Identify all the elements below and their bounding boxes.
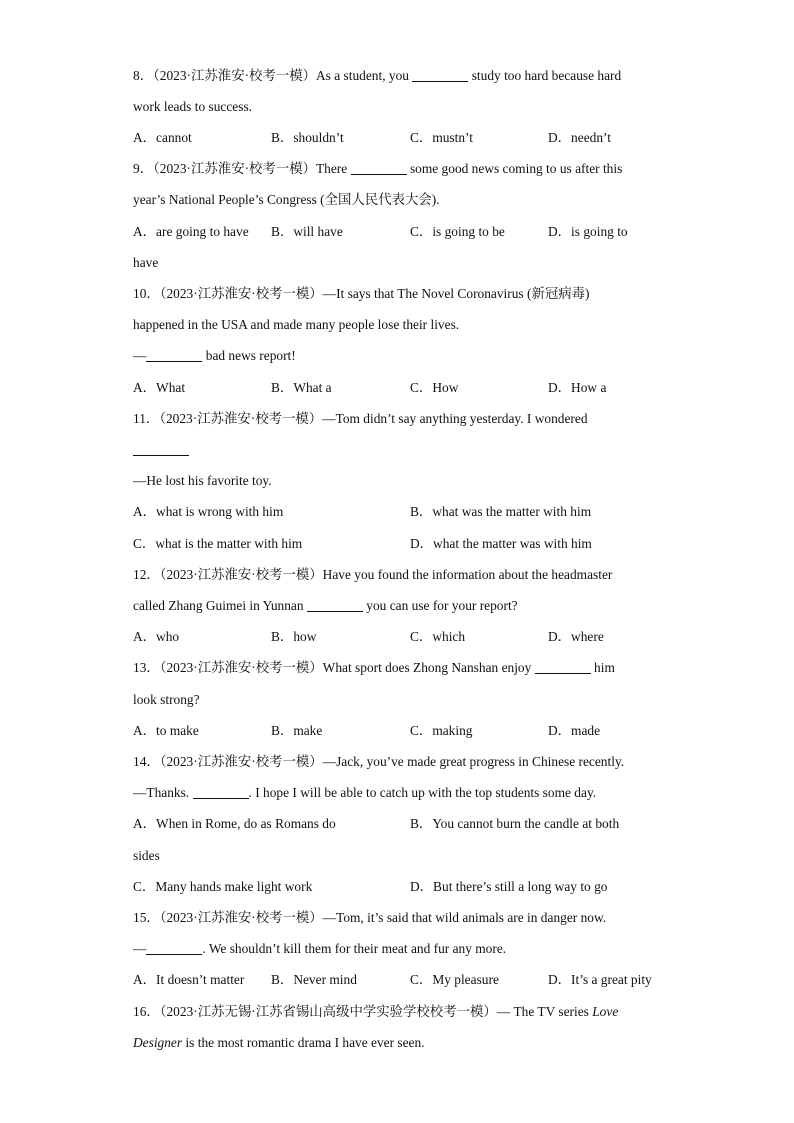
question-text: him [594, 660, 615, 675]
question-13 [133, 658, 693, 678]
option-d: D．But there’s still a long way to go [410, 879, 608, 894]
option-b: B．Never mind [271, 972, 357, 987]
option-a: A．what is wrong with him [133, 504, 284, 519]
question-text-line: happened in the USA and made many people lose their lives. [133, 317, 460, 332]
question-text: 9．（2023·江苏淮安·校考一模）There [133, 161, 348, 176]
question-text: —Thanks. [133, 785, 190, 800]
option-b: B．what was the matter with him [410, 504, 592, 519]
options-row [133, 502, 693, 522]
options-row [133, 721, 693, 741]
options-row [133, 877, 693, 897]
option-d: D．How a [548, 380, 607, 395]
option-wrap-text: sides [133, 848, 160, 863]
option-c: C．My pleasure [410, 972, 499, 987]
option-d: D．what the matter was with him [410, 536, 592, 551]
option-d: D．needn’t [548, 130, 611, 145]
question-text-line [133, 440, 693, 460]
option-a: A．who [133, 629, 180, 644]
question-12: 12．（2023·江苏淮安·校考一模）Have you found the information about the headmaster [133, 567, 613, 582]
answer-blank [146, 348, 202, 362]
option-d: D．where [548, 629, 604, 644]
question-9 [133, 159, 693, 179]
question-text-line: —He lost his favorite toy. [133, 473, 272, 488]
option-c: C．making [410, 723, 473, 738]
question-14: 14．（2023·江苏淮安·校考一模）—Jack, you’ve made great progress in Chinese recently. [133, 754, 625, 769]
option-b: B．shouldn’t [271, 130, 344, 145]
option-b: B．You cannot burn the candle at both [410, 816, 620, 831]
dash: — [133, 348, 147, 363]
series-title: Designer [133, 1035, 183, 1050]
options-row [133, 534, 693, 554]
question-text-line: year’s National People’s Congress (全国人民代表大会). [133, 192, 440, 207]
answer-blank [351, 161, 407, 175]
question-text: study too hard because hard [471, 68, 622, 83]
option-c: C．is going to be [410, 224, 505, 239]
question-text-line [133, 939, 693, 959]
option-b: B．will have [271, 224, 343, 239]
question-text-line [133, 346, 693, 366]
option-a: A．It doesn’t matter [133, 972, 245, 987]
options-row [133, 222, 693, 242]
option-a: A．to make [133, 723, 199, 738]
options-row [133, 970, 693, 990]
series-title: Love [592, 1004, 619, 1019]
options-row [133, 378, 693, 398]
answer-blank [193, 785, 249, 799]
question-text: you can use for your report? [366, 598, 518, 613]
question-text-line [133, 1033, 693, 1053]
option-c: C．How [410, 380, 459, 395]
question-text-line [133, 783, 693, 803]
question-text: bad news report! [205, 348, 296, 363]
option-b: B．how [271, 629, 317, 644]
dash: — [133, 941, 147, 956]
answer-blank [535, 660, 591, 674]
question-16 [133, 1002, 693, 1022]
option-c: C．Many hands make light work [133, 879, 313, 894]
option-c: C．which [410, 629, 466, 644]
question-text: called Zhang Guimei in Yunnan [133, 598, 304, 613]
option-wrap-text: have [133, 255, 159, 270]
option-a: A．are going to have [133, 224, 249, 239]
option-d: D．It’s a great pity [548, 972, 652, 987]
answer-blank [146, 941, 202, 955]
question-text-line: look strong? [133, 692, 200, 707]
options-row [133, 128, 693, 148]
question-text: . I hope I will be able to catch up with the top students some day. [248, 785, 597, 800]
option-c: C．what is the matter with him [133, 536, 303, 551]
option-a: A．What [133, 380, 186, 395]
option-b: B．make [271, 723, 323, 738]
answer-blank [412, 68, 468, 82]
question-text: 16．（2023·江苏无锡·江苏省锡山高级中学实验学校校考一模）— The TV series [133, 1004, 589, 1019]
question-text: is the most romantic drama I have ever seen. [185, 1035, 425, 1050]
option-a: A．cannot [133, 130, 192, 145]
question-8 [133, 66, 693, 86]
question-10: 10．（2023·江苏淮安·校考一模）—It says that The Novel Coronavirus (新冠病毒) [133, 286, 590, 301]
question-text: 13．（2023·江苏淮安·校考一模）What sport does Zhong Nanshan enjoy [133, 660, 532, 675]
option-d: D．is going to [548, 224, 628, 239]
question-text: 8．（2023·江苏淮安·校考一模）As a student, you [133, 68, 409, 83]
answer-blank [133, 442, 189, 456]
option-a: A．When in Rome, do as Romans do [133, 816, 336, 831]
question-text: . We shouldn’t kill them for their meat and fur any more. [202, 941, 507, 956]
options-row [133, 627, 693, 647]
option-d: D．made [548, 723, 601, 738]
option-c: C．mustn’t [410, 130, 473, 145]
question-text-line: work leads to success. [133, 99, 252, 114]
question-15: 15．（2023·江苏淮安·校考一模）—Tom, it’s said that wild animals are in danger now. [133, 910, 607, 925]
question-text-line [133, 596, 693, 616]
question-text: some good news coming to us after this [409, 161, 623, 176]
option-b: B．What a [271, 380, 332, 395]
answer-blank [307, 598, 363, 612]
question-11: 11．（2023·江苏淮安·校考一模）—Tom didn’t say anything yesterday. I wondered [133, 411, 588, 426]
options-row [133, 814, 693, 834]
